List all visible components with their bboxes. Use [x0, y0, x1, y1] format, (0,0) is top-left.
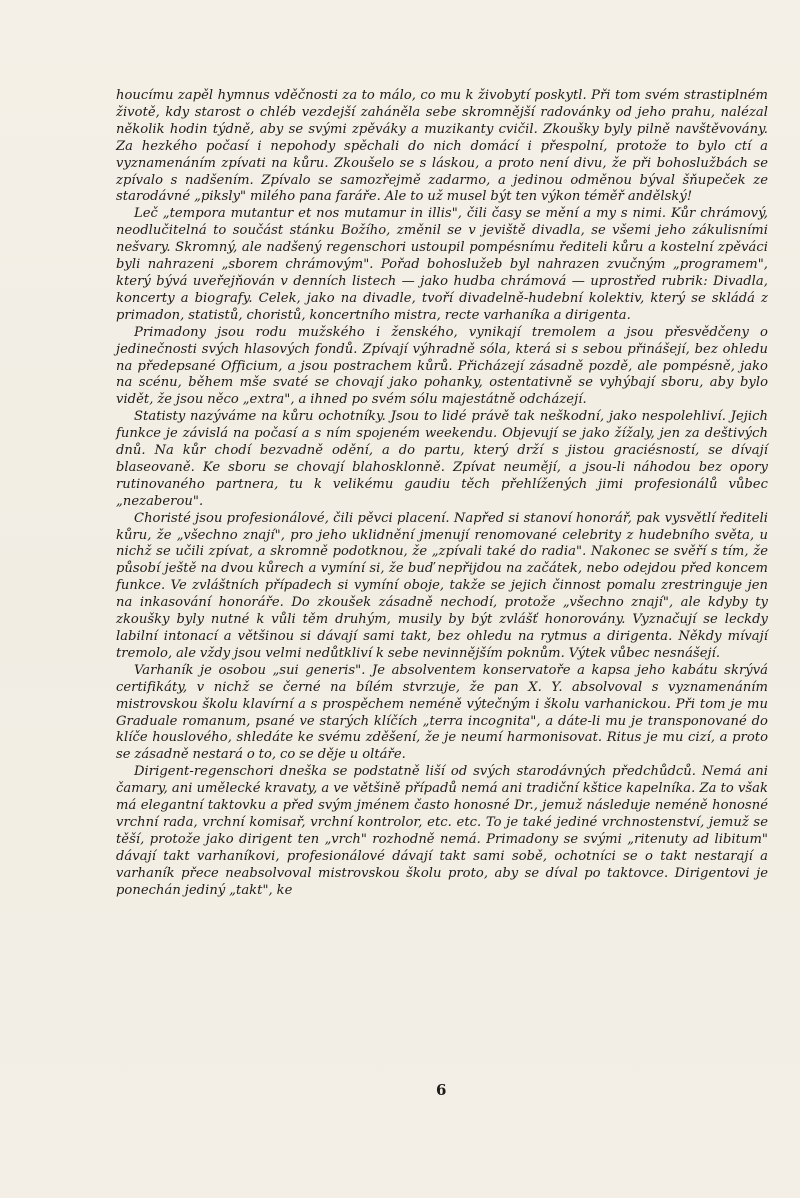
paragraph-choriste: Choristé jsou profesionálové, čili pěvci placení. Napřed si stanoví honorář, pak vysvětlí řediteli kůru, že „všechno znají", pro jeho uklidnění jmenují renomované celebrity z hudebního světa, u nichž se učili zpívat, a skromně podotknou, že „zpívali také do radia". Nakonec se svěří s tím, že působí ještě na dvou kůrech a vymíní si, že buď nepřijdou na začátek, nebo odejdou před koncem funkce. Ve zvláštních případech si vymíní oboje, takže se jejich činnost pomalu zrestringuje jen na inkasování honoráře. Do zkoušek zásadně nechodí, protože „všechno znají", ale kdyby ty zkoušky byly nutné k vůli těm druhým, musily by být zvlášť honorovány. Vyznačují se leckdy labilní intonací a většinou si dávají sami takt, bez ohledu na rytmus a dirigenta. Někdy mívají tremolo, ale vždy jsou velmi nedůtkliví k sebe nevinnějším poknům. Výtek vůbec nesnášejí. — [116, 510, 768, 661]
body-text — [116, 88, 768, 900]
paragraph-primadony: Primadony jsou rodu mužského i ženského, vynikají tremolem a jsou přesvědčeny o jedinečnosti svých hlasových fondů. Zpívají výhradně sóla, která si s sebou přinášejí, bez ohledu na předepsané Officium, a jsou postrachem kůrů. Přicházejí zásadně pozdě, ale pompésně, jako na scénu, během mše svaté se chovají jako pohanky, ostentativně se vyhýbají sboru, aby bylo vidět, že jsou něco „extra", a ihned po svém sólu majestátně odcházejí. — [116, 324, 768, 408]
paragraph-intro: houcímu zapěl hymnus vděčnosti za to málo, co mu k živobytí poskytl. Při tom svém strastiplném životě, kdy starost o chléb vezdejší zaháněla sebe skromnější radovánky od jeho prahu, nalézal několik hodin týdně, aby se svými zpěváky a muzikanty cvičil. Zkoušky byly pilně navštěvovány. Za hezkého počasí i nepohody spěchali do nich domácí i přespolní, protože to bylo ctí a vyznamenáním zpívati na kůru. Zkoušelo se s láskou, a proto není divu, že při bohoslužbách se zpívalo s nadšením. Zpívalo se samozřejmě zadarmo, a jedinou odměnou býval šňupeček ze starodávné „piksly" milého pana faráře. Ale to už musel být ten výkon téměř andělský! — [116, 88, 768, 205]
page-number: 6 — [436, 1081, 447, 1099]
paragraph-statisty: Statisty nazýváme na kůru ochotníky. Jsou to lidé právě tak neškodní, jako nespolehliví. Jejich funkce je závislá na počasí a s ním spojeném weekendu. Objevují se jako žížaly, jen za deštivých dnů. Na kůr chodí bezvadně odění, a do partu, který drží s jistou graciésností, se dívají blaseovaně. Ke sboru se chovají blahosklonně. Zpívat neumějí, a jsou-li náhodou bez opory rutinovaného partnera, tu k velikému gaudiu těch přehlížených jimi profesionálů vůbec „nezaberou". — [116, 409, 768, 509]
paragraph-varhanik: Varhaník je osobou „sui generis". Je absolventem konservatoře a kapsa jeho kabátu skrývá certifikáty, v nichž se černé na bílém stvrzuje, že pan X. Y. absolvoval s vyznamenáním mistrovskou školu klavírní a s prospěchem neméně výtečným i školu varhanickou. Při tom je mu Graduale romanum, psané ve starých klíčích „terra incognita", a dáte-li mu je transponované do klíče houslového, shledáte ke svému zděšení, že je neumí harmonisovat. Ritus je mu cizí, a proto se zásadně nestará o to, co se děje u oltáře. — [116, 662, 768, 763]
paragraph-tempora: Leč „tempora mutantur et nos mutamur in illis", čili časy se mění a my s nimi. Kůr chrámový, neodlučitelná to součást stánku Božího, změnil se v jeviště divadla, se všemi jeho zákulisními nešvary. Skromný, ale nadšený regenschori ustoupil pompésnímu řediteli kůru a kostelní zpěváci byli nahrazeni „sborem chrámovým". Pořad bohoslužeb byl nahrazen zvučným „programem", který bývá uveřejňován v denních listech — jako hudba chrámová — uprostřed rubrik: Divadla, koncerty a biografy. Celek, jako na divadle, tvoří divadelně-hudební kolektiv, který se skládá z primadon, statistů, choristů, koncertního mistra, recte varhaníka a dirigenta. — [116, 206, 768, 323]
paragraph-dirigent: Dirigent-regenschori dneška se podstatně liší od svých starodávných předchůdců. Nemá ani čamary, ani umělecké kravaty, a ve většině případů nemá ani tradiční kštice kapelníka. Za to však má elegantní taktovku a před svým jménem často honosné Dr., jemuž následuje neméně honosné vrchní rada, vrchní komisař, vrchní kontrolor, etc. etc. To je také jediné vrchnostenství, jemuž se těší, protože jako dirigent ten „vrch" rozhodně nemá. Primadony se svými „ritenuty ad libitum" dávají takt varhaníkovi, profesionálové dávají takt sami sobě, ochotníci se o takt nestarají a varhaník přece neabsolvoval mistrovskou školu proto, aby se díval po taktovce. Dirigentovi je ponechán jediný „takt", ke — [116, 764, 768, 898]
